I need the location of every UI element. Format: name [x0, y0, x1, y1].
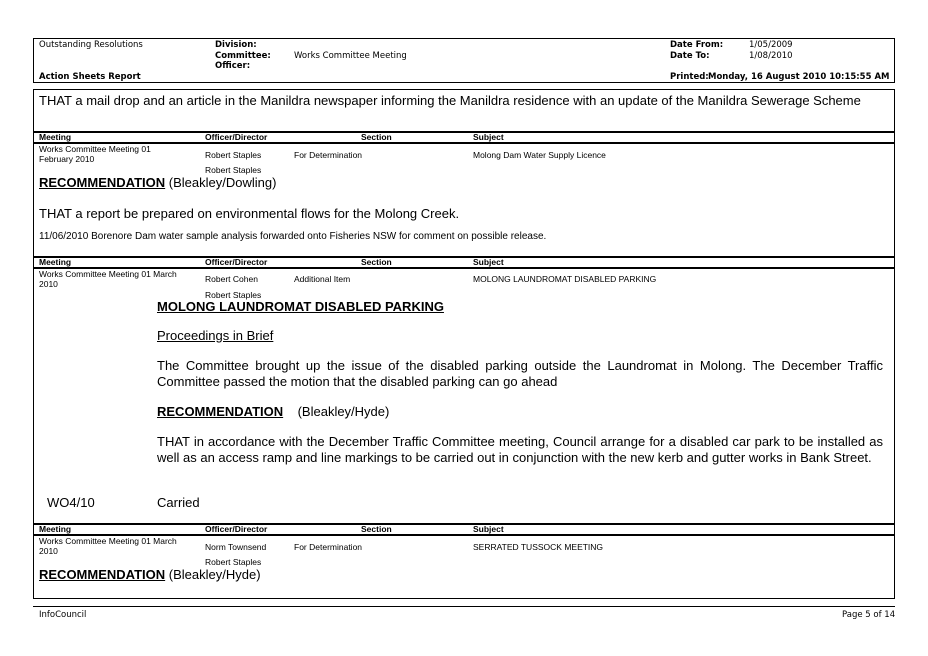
item2-section: Additional Item [294, 274, 351, 284]
row-divider [33, 256, 895, 258]
col-meeting: Meeting [39, 524, 72, 534]
col-meeting: Meeting [39, 257, 72, 267]
col-subject: Subject [473, 524, 504, 534]
recommendation-movers: (Bleakley/Hyde) [297, 404, 390, 419]
col-section: Section [361, 132, 392, 142]
committee-label: Committee: [215, 51, 271, 61]
date-to-value: 1/08/2010 [749, 51, 793, 61]
col-officer: Officer/Director [205, 132, 268, 142]
date-from-value: 1/05/2009 [749, 40, 793, 50]
item2-officer2: Robert Staples [205, 290, 262, 300]
row-divider [33, 131, 895, 133]
recommendation-movers: (Bleakley/Dowling) [168, 175, 277, 190]
col-officer: Officer/Director [205, 257, 268, 267]
row-divider [33, 142, 895, 144]
col-officer: Officer/Director [205, 524, 268, 534]
col-subject: Subject [473, 257, 504, 267]
printed-value: Monday, 16 August 2010 10:15:55 AM [708, 72, 890, 82]
item2-status: Carried [157, 495, 200, 510]
item3-section: For Determination [294, 542, 363, 552]
item3-officer2: Robert Staples [205, 557, 262, 567]
intro-text: THAT a mail drop and an article in the Manildra newspaper informing the Manildra residence with an update of the Manildra Sewerage Scheme [39, 93, 861, 108]
item2-proceedings: Proceedings in Brief [157, 328, 274, 343]
item1-note: 11/06/2010 Borenore Dam water sample analysis forwarded onto Fisheries NSW for comment on possible release. [39, 231, 547, 242]
item3-meeting-line2: 2010 [39, 546, 58, 556]
item2-officer: Robert Cohen [205, 274, 258, 284]
printed-label: Printed: [670, 72, 709, 82]
item1-section: For Determination [294, 150, 363, 160]
footer-page-number: Page 5 of 14 [842, 610, 896, 620]
row-divider [33, 523, 895, 525]
item2-meeting-line2: 2010 [39, 279, 58, 289]
item2-resolution-no: WO4/10 [47, 495, 95, 510]
item3-subject: SERRATED TUSSOCK MEETING [473, 542, 604, 552]
item3-recommendation [39, 567, 261, 582]
date-from-label: Date From: [670, 40, 724, 50]
officer-label: Officer: [215, 61, 251, 71]
col-meeting: Meeting [39, 132, 72, 142]
division-label: Division: [215, 40, 257, 50]
recommendation-movers: (Bleakley/Hyde) [168, 567, 261, 582]
date-to-label: Date To: [670, 51, 710, 61]
item1-officer: Robert Staples [205, 150, 262, 160]
item1-rec-text: THAT a report be prepared on environmental flows for the Molong Creek. [39, 206, 460, 221]
item1-subject: Molong Dam Water Supply Licence [473, 150, 606, 160]
item2-meeting-line1: Works Committee Meeting 01 March [39, 269, 177, 279]
recommendation-label: RECOMMENDATION [157, 404, 284, 419]
recommendation-label: RECOMMENDATION [39, 567, 166, 582]
item2-body: The Committee brought up the issue of the disabled parking outside the Laundromat in Molong. The December Traffic Committee passed the motion that the disabled parking can go ahead [157, 358, 883, 389]
committee-value: Works Committee Meeting [294, 51, 407, 61]
item1-meeting-line2: February 2010 [39, 154, 95, 164]
item3-officer: Norm Townsend [205, 542, 267, 552]
item1-officer2: Robert Staples [205, 165, 262, 175]
col-section: Section [361, 524, 392, 534]
report-name: Outstanding Resolutions [39, 40, 143, 50]
report-type: Action Sheets Report [39, 72, 141, 82]
footer-rule [33, 606, 895, 607]
item2-subject: MOLONG LAUNDROMAT DISABLED PARKING [473, 274, 657, 284]
item2-rec-text: THAT in accordance with the December Traffic Committee meeting, Council arrange for a disabled car park to be installed as well as an access ramp and line markings to be carried out in conjunction with the new kerb and gutter works in Bank Street. [157, 434, 883, 465]
item2-title: MOLONG LAUNDROMAT DISABLED PARKING [157, 299, 444, 314]
col-subject: Subject [473, 132, 504, 142]
item1-recommendation [39, 175, 276, 190]
recommendation-label: RECOMMENDATION [39, 175, 166, 190]
item3-meeting-line1: Works Committee Meeting 01 March [39, 536, 177, 546]
col-section: Section [361, 257, 392, 267]
item2-recommendation [157, 404, 389, 419]
item1-meeting-line1: Works Committee Meeting 01 [39, 144, 151, 154]
footer-left: InfoCouncil [39, 610, 87, 620]
